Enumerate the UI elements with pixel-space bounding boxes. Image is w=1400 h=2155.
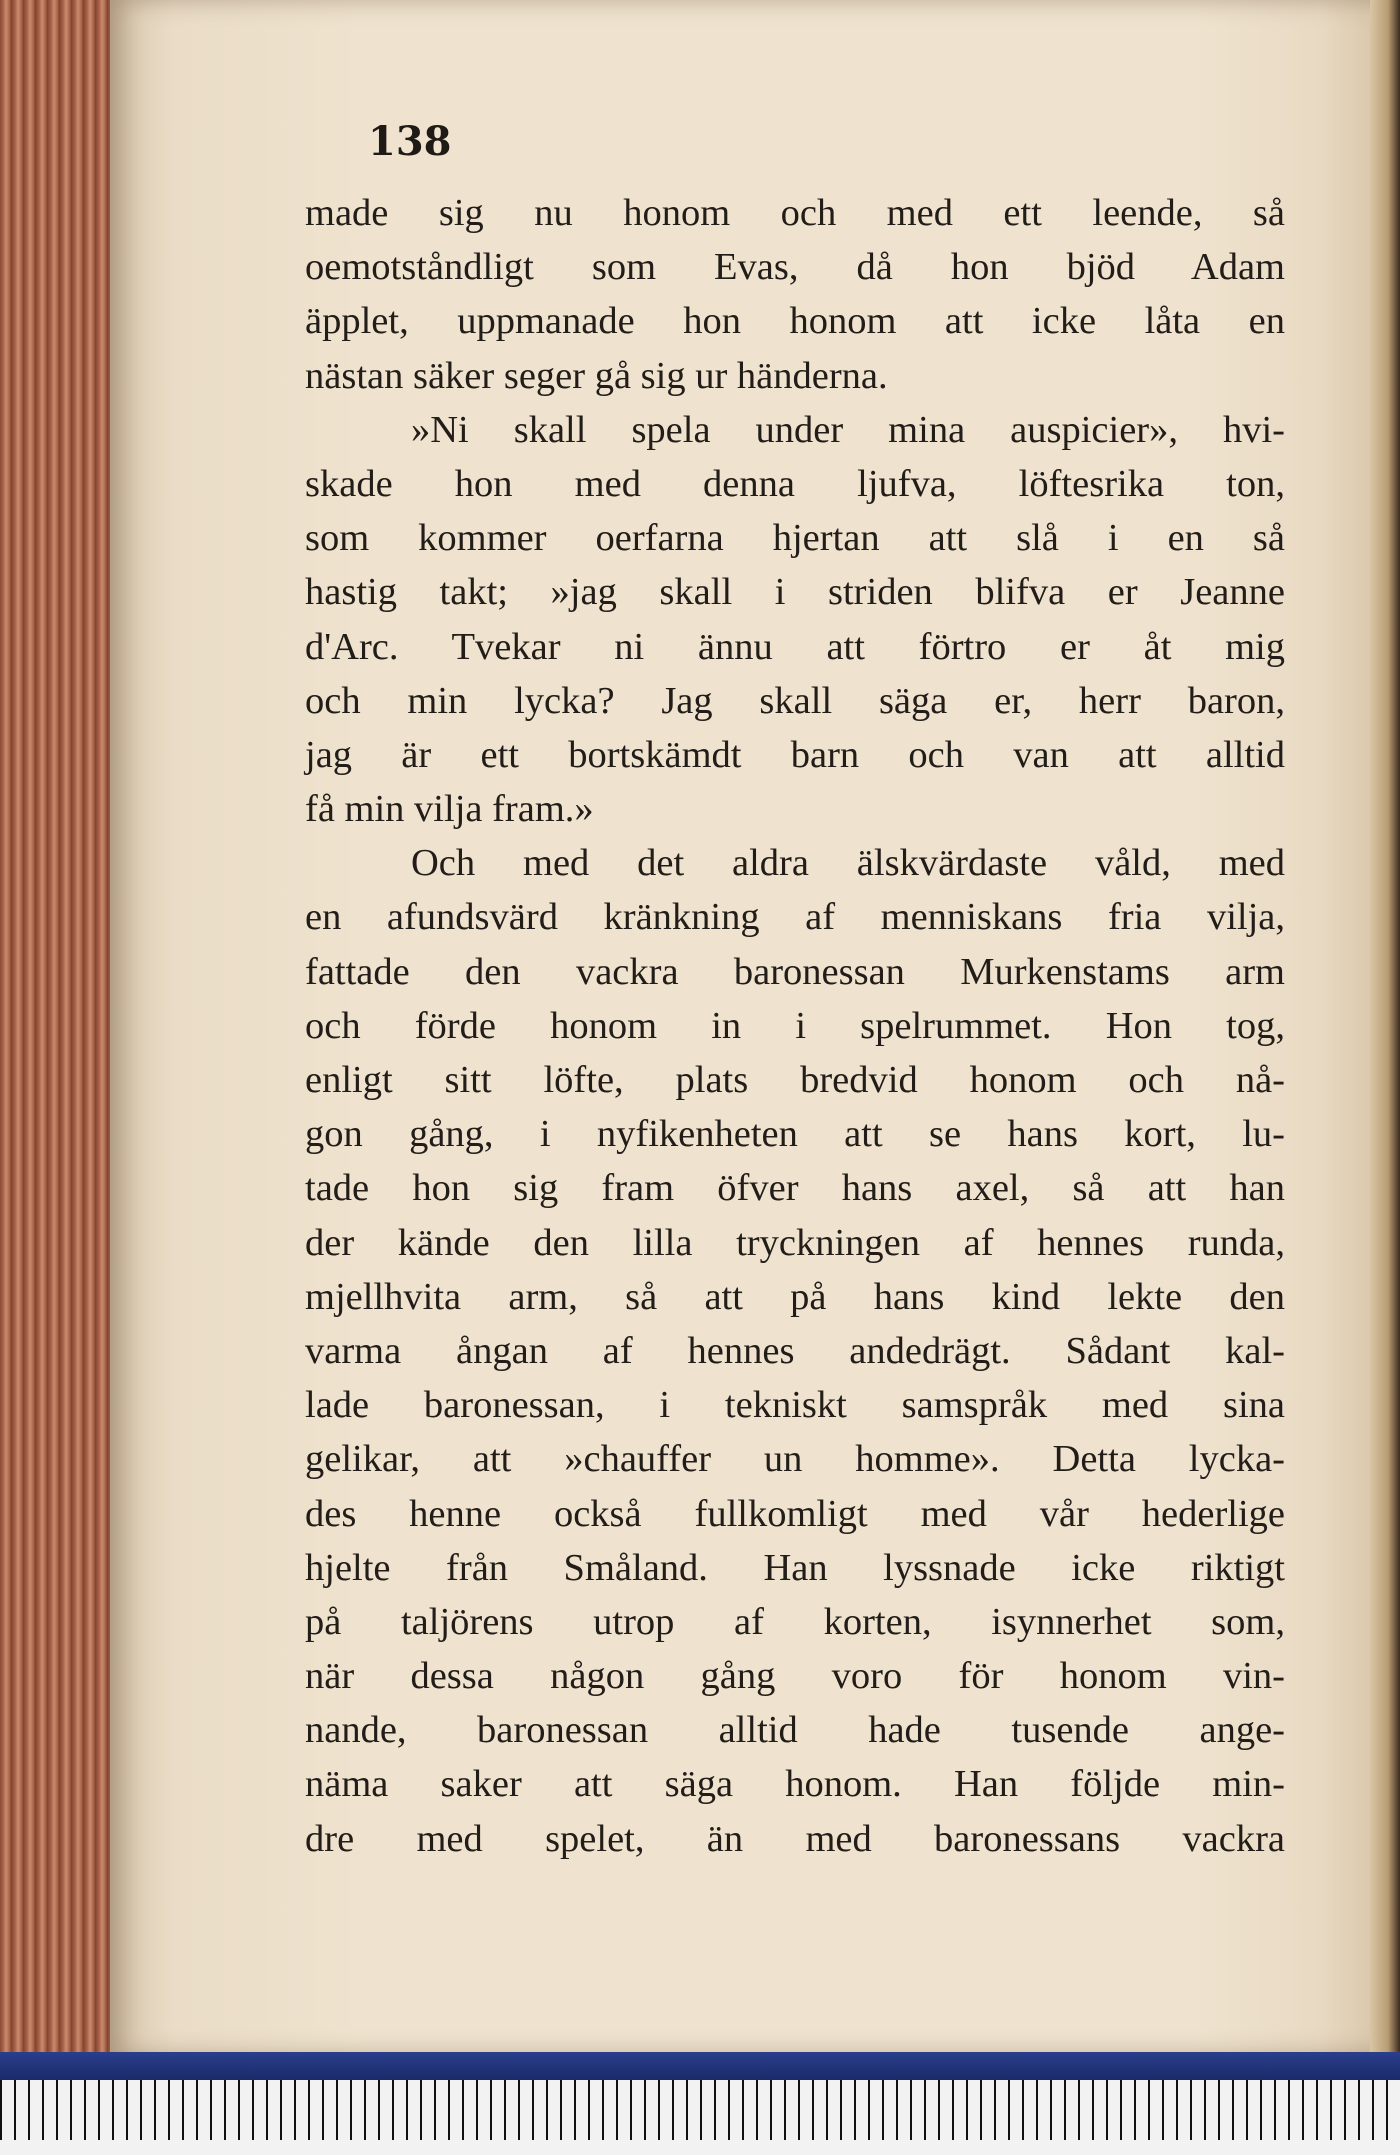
text-line: äpplet, uppmanade hon honom att icke låta en xyxy=(305,300,1285,343)
text-line: gon gång, i nyfikenheten att se hans kort, lu- xyxy=(305,1113,1285,1156)
ruler-ticks xyxy=(0,2080,1400,2155)
text-line: en afundsvärd kränkning af menniskans fria vilja, xyxy=(305,896,1285,939)
text-line: som kommer oerfarna hjertan att slå i en så xyxy=(305,517,1285,560)
text-line: hjelte från Småland. Han lyssnade icke riktigt xyxy=(305,1546,1285,1589)
text-line: des henne också fullkomligt med vår hederlige xyxy=(305,1492,1285,1535)
text-line: d'Arc. Tvekar ni ännu att förtro er åt mig xyxy=(305,625,1285,668)
text-line: gelikar, att »chauffer un homme». Detta lycka- xyxy=(305,1438,1285,1481)
text-line: nande, baronessan alltid hade tusende ange- xyxy=(305,1709,1285,1752)
text-line: nästan säker seger gå sig ur händerna. xyxy=(305,354,888,397)
text-line: »Ni skall spela under mina auspicier», hvi- xyxy=(411,408,1285,451)
scan-background-band xyxy=(0,2052,1400,2080)
text-line: jag är ett bortskämdt barn och van att alltid xyxy=(305,733,1285,776)
text-line: få min vilja fram.» xyxy=(305,788,594,831)
book-page-edges xyxy=(0,0,120,2060)
text-line: och förde honom in i spelrummet. Hon tog, xyxy=(305,1004,1285,1047)
text-line: dre med spelet, än med baronessans vackra xyxy=(305,1817,1285,1860)
text-line: lade baronessan, i tekniskt samspråk med sina xyxy=(305,1384,1285,1427)
text-line: hastig takt; »jag skall i striden blifva er Jeanne xyxy=(305,571,1285,614)
page-number: 138 xyxy=(368,118,452,165)
text-line: fattade den vackra baronessan Murkenstams arm xyxy=(305,950,1285,993)
text-line: på taljörens utrop af korten, isynnerhet som, xyxy=(305,1600,1285,1643)
text-line: made sig nu honom och med ett leende, så xyxy=(305,192,1285,234)
text-line: skade hon med denna ljufva, löftesrika ton, xyxy=(305,462,1285,505)
text-line: oemotståndligt som Evas, då hon bjöd Adam xyxy=(305,246,1285,289)
scale-ruler xyxy=(0,2080,1400,2155)
text-line: och min lycka? Jag skall säga er, herr baron, xyxy=(305,679,1285,722)
text-line: när dessa någon gång voro för honom vin- xyxy=(305,1655,1285,1698)
body-text xyxy=(305,186,1285,1866)
text-line: varma ångan af hennes andedrägt. Sådant kal- xyxy=(305,1329,1285,1372)
text-line: der kände den lilla tryckningen af hennes runda, xyxy=(305,1221,1285,1264)
text-line: mjellhvita arm, så att på hans kind lekte den xyxy=(305,1275,1285,1318)
text-line: tade hon sig fram öfver hans axel, så att han xyxy=(305,1167,1285,1210)
book-right-edge xyxy=(1370,0,1400,2060)
text-line: enligt sitt löfte, plats bredvid honom och nå- xyxy=(305,1059,1285,1101)
text-line: Och med det aldra älskvärdaste våld, med xyxy=(411,842,1285,885)
text-line: näma saker att säga honom. Han följde min- xyxy=(305,1763,1285,1806)
